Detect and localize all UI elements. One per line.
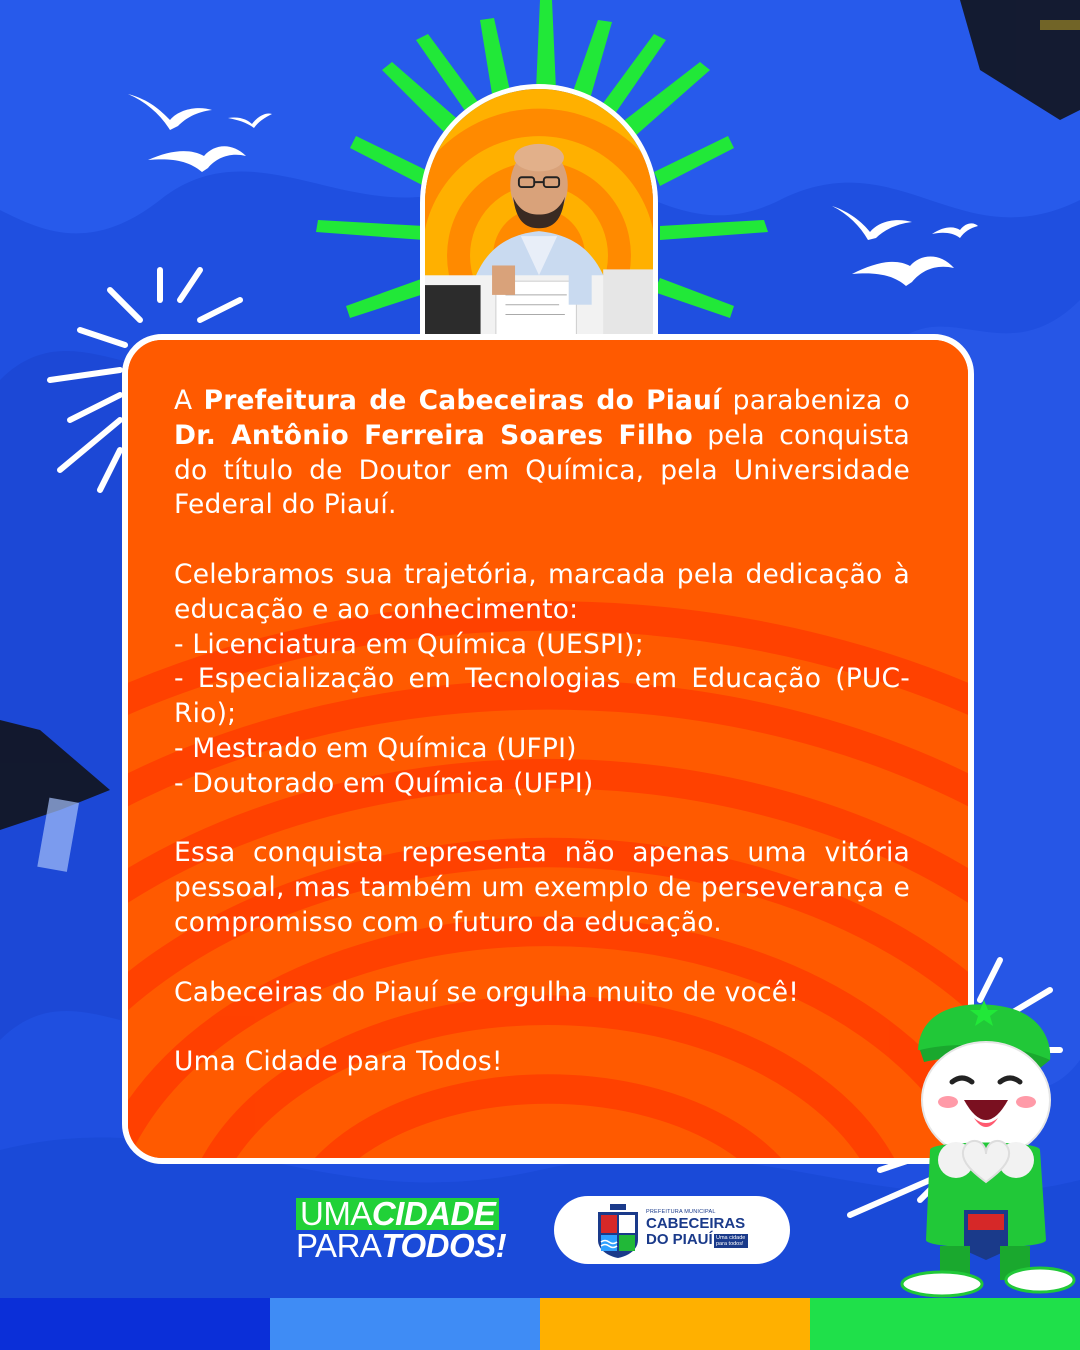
degree-list-item: - Especialização em Tecnologias em Educação (PUC-Rio); [174, 663, 910, 730]
slogan-line-1 [296, 1195, 499, 1232]
slogan-word: UMA [300, 1195, 372, 1232]
logo-tagline: Uma cidade para todos! [714, 1234, 748, 1248]
degree-list-item: - Doutorado em Química (UFPI) [174, 767, 594, 799]
message-card [122, 334, 974, 1164]
degree-list-item: - Licenciatura em Química (UESPI); [174, 628, 644, 660]
logo-city-name: CABECEIRAS [646, 1215, 746, 1232]
coat-of-arms-icon [596, 1204, 640, 1258]
paragraph-congrats [174, 384, 910, 523]
portrait-photo [420, 84, 658, 340]
logo-prefix: PREFEITURA MUNICIPAL [646, 1209, 716, 1215]
paragraph-pride: Cabeceiras do Piauí se orgulha muito de você! [174, 976, 800, 1008]
color-segment [810, 1298, 1080, 1350]
institution-name: Prefeitura de Cabeceiras do Piauí [203, 385, 722, 416]
paragraph-celebration: Celebramos sua trajetória, marcada pela dedicação à educação e ao conhecimento: [174, 558, 910, 625]
color-segment [0, 1298, 270, 1350]
slogan-word: TODOS! [381, 1227, 507, 1264]
slogan-logo [296, 1195, 536, 1264]
paragraph-slogan: Uma Cidade para Todos! [174, 1046, 503, 1078]
degree-list-item: - Mestrado em Química (UFPI) [174, 732, 577, 764]
bottom-color-bar [0, 1298, 1080, 1350]
slogan-word: CIDADE [371, 1195, 496, 1232]
color-segment [540, 1298, 810, 1350]
text: parabeniza o [721, 385, 910, 416]
color-segment [270, 1298, 540, 1350]
honoree-name: Dr. Antônio Ferreira Soares Filho [174, 419, 693, 451]
city-logo [554, 1196, 790, 1264]
text: A [174, 385, 204, 416]
mascot-character [890, 950, 1080, 1298]
card-text [174, 384, 910, 1115]
text: pela conquista do título de Doutor em Química, pela Universidade Federal do Piauí. [174, 419, 910, 521]
paragraph-achievement: Essa conquista representa não apenas uma vitória pessoal, mas também um exemplo de perseverança e compromisso com o futuro da educação. [174, 837, 910, 938]
logo-city-name: DO PIAUÍ [646, 1231, 713, 1248]
slogan-word: PARA [296, 1227, 382, 1264]
slogan-line-2 [296, 1227, 507, 1264]
